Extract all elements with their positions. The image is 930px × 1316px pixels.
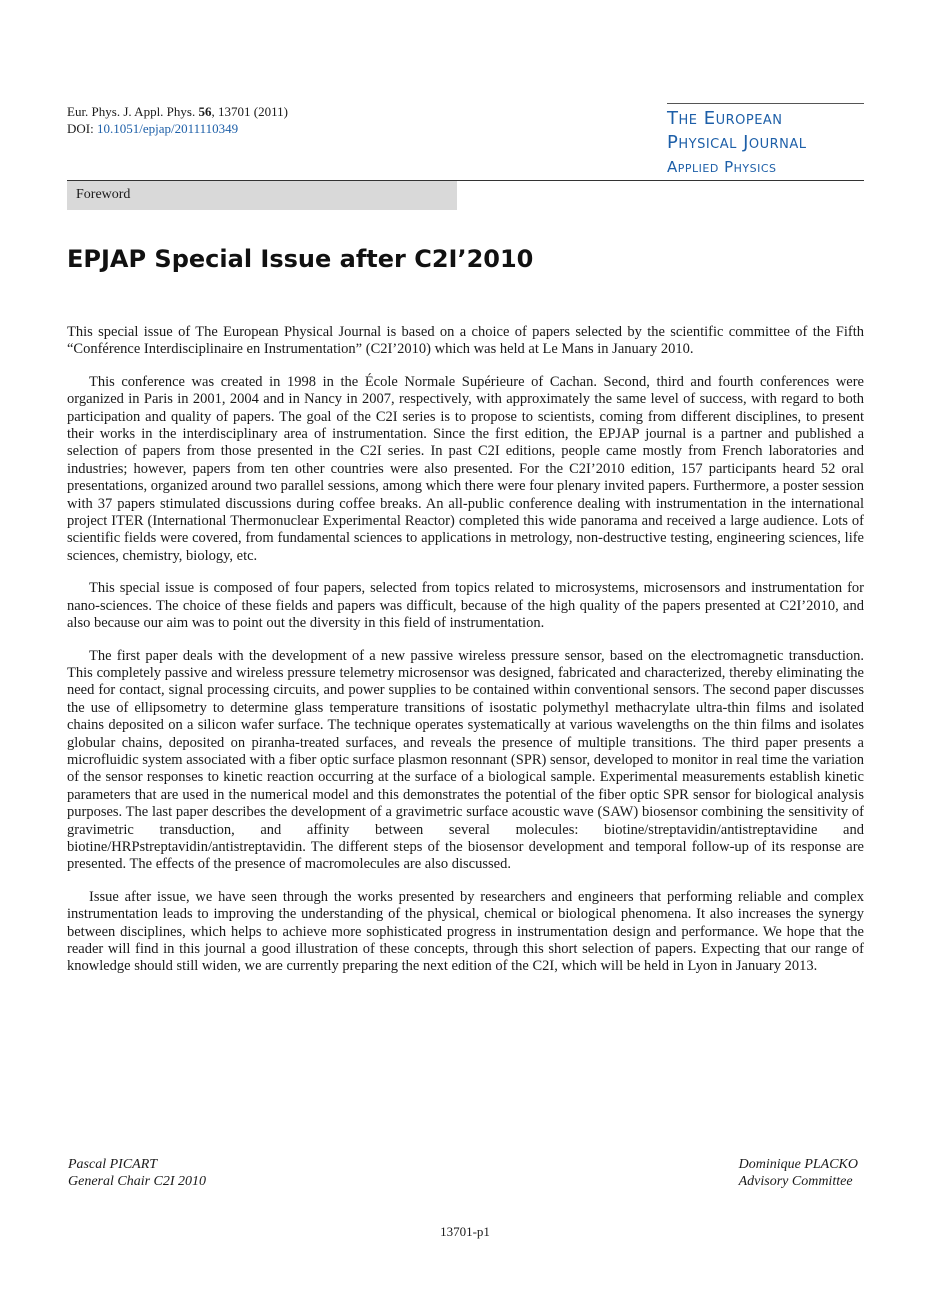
signature-right-role: Advisory Committee bbox=[738, 1174, 853, 1189]
citation-rest: , 13701 (2011) bbox=[211, 104, 288, 119]
signature-left-role: General Chair C2I 2010 bbox=[68, 1174, 207, 1189]
citation-block bbox=[67, 103, 288, 137]
paragraph-4: The first paper deals with the development of a new passive wireless pressure sensor, based on the electromagnetic transduction. This completely passive and wireless pressure telemetry microsensor was designed, fabricated and characterized, thereby eliminating the need for contact, signal processing circuits, and power supplies to be contained within conventional sensors. The second paper discusses the use of ellipsometry to determine glass temperature transitions of isostatic polymethyl methacrylate ultra-thin films and isolated chains deposited on a silicon wafer surface. The technique operates systematically at various wavelengths on the thin films and isolates globular chains, deposited on piranha-treated surfaces, and reveals the presence of multiple transitions. The third paper presents a microfluidic system associated with a fiber optic surface plasmon resonnant (SPR) sensor, developed to monitor in real time the variation of the sensor responses to kinetic reaction occurring at the surface of a biological sample. Experimental measurements establish kinetic parameters that are used in the numerical model and this demonstrates the potential of the fiber optic SPR sensor for biological analysis purposes. The last paper describes the development of a gravimetric surface acoustic wave (SAW) biosensor combining the sensitivity of gravimetric transduction, and affinity between several molecules: biotine/streptavidin/antistreptavidine and biotine/HRPstreptavidin/antistreptavidin. The different steps of the biosensor development and temporal follow-up of its response are presented. The effects of the presence of macromolecules are also discussed. bbox=[67, 647, 864, 873]
citation-line bbox=[67, 103, 288, 120]
journal-logo-line2: Physical Journal bbox=[667, 132, 807, 153]
signature-left-name: Pascal PICART bbox=[68, 1157, 158, 1172]
doi-link[interactable]: 10.1051/epjap/2011110349 bbox=[96, 121, 239, 136]
article-body bbox=[67, 324, 864, 991]
doi-line bbox=[67, 120, 288, 137]
paragraph-2: This conference was created in 1998 in the École Normale Supérieure of Cachan. Second, third and fourth conferences were organized in Paris in 2001, 2004 and in Nancy in 2007, respectively, with approximately the same level of success, with regard to both participation and quality of papers. The goal of the C2I series is to propose to scientists, coming from different disciplines, to present their works in the interdisciplinary area of instrumentation. Since the first edition, the EPJAP journal is a partner and published a selection of papers from those presented in the C2I series. In past C2I editions, people came mostly from French laboratories and industries; however, papers from ten other countries were also presented. For the C2I’2010 edition, 157 participants heard 52 oral presentations, organized around two parallel sessions, among which there were four plenary invited papers. Furthermore, a poster session with 37 papers stimulated discussions during coffee breaks. An all-public conference dealing with instrumentation in the international project ITER (International Thermonuclear Experimental Reactor) completed this wide panorama and received a large audience. Lots of scientific fields were covered, from fundamental sciences to applications in metrology, non-destructive testing, engineering sciences, life sciences, chemistry, biology, etc. bbox=[67, 373, 864, 564]
journal-logo-line3: Applied Physics bbox=[667, 158, 777, 176]
section-label: Foreword bbox=[76, 187, 131, 202]
journal-logo bbox=[667, 103, 864, 179]
paragraph-1: This special issue of The European Physical Journal is based on a choice of papers selected by the scientific committee of the Fifth “Conférence Interdisciplinaire en Instrumentation” (C2I’2010) which was held at Le Mans in January 2010. bbox=[67, 324, 864, 358]
journal-logo-line1: The European bbox=[667, 108, 783, 129]
paragraph-5: Issue after issue, we have seen through the works presented by researchers and engineers that performing reliable and complex instrumentation leads to improving the understanding of the physical, chemical or biological phenomena. It also increases the synergy between disciplines, which helps to achieve more sophisticated progress in instrumentation design and performance. We hope that the reader will find in this journal a good illustration of these concepts, through this short selection of papers. Expecting that our range of knowledge should still widen, we are currently preparing the next edition of the C2I, which will be held in Lyon in January 2013. bbox=[67, 888, 864, 975]
article-title: EPJAP Special Issue after C2I’2010 bbox=[67, 245, 534, 273]
citation-journal: Eur. Phys. J. Appl. Phys. bbox=[67, 104, 196, 119]
signature-right-name: Dominique PLACKO bbox=[738, 1157, 858, 1172]
doi-label: DOI: bbox=[67, 121, 97, 136]
signature-left bbox=[68, 1156, 206, 1190]
citation-volume: 56 bbox=[198, 104, 212, 119]
page-number: 13701-p1 bbox=[440, 1224, 490, 1239]
signature-right bbox=[739, 1156, 858, 1190]
section-label-box bbox=[67, 181, 457, 210]
paragraph-3: This special issue is composed of four papers, selected from topics related to microsystems, microsensors and instrumentation for nano-sciences. The choice of these fields and papers was difficult, because of the high quality of the papers presented at C2I’2010, and also because our aim was to point out the diversity in this field of instrumentation. bbox=[67, 580, 864, 632]
